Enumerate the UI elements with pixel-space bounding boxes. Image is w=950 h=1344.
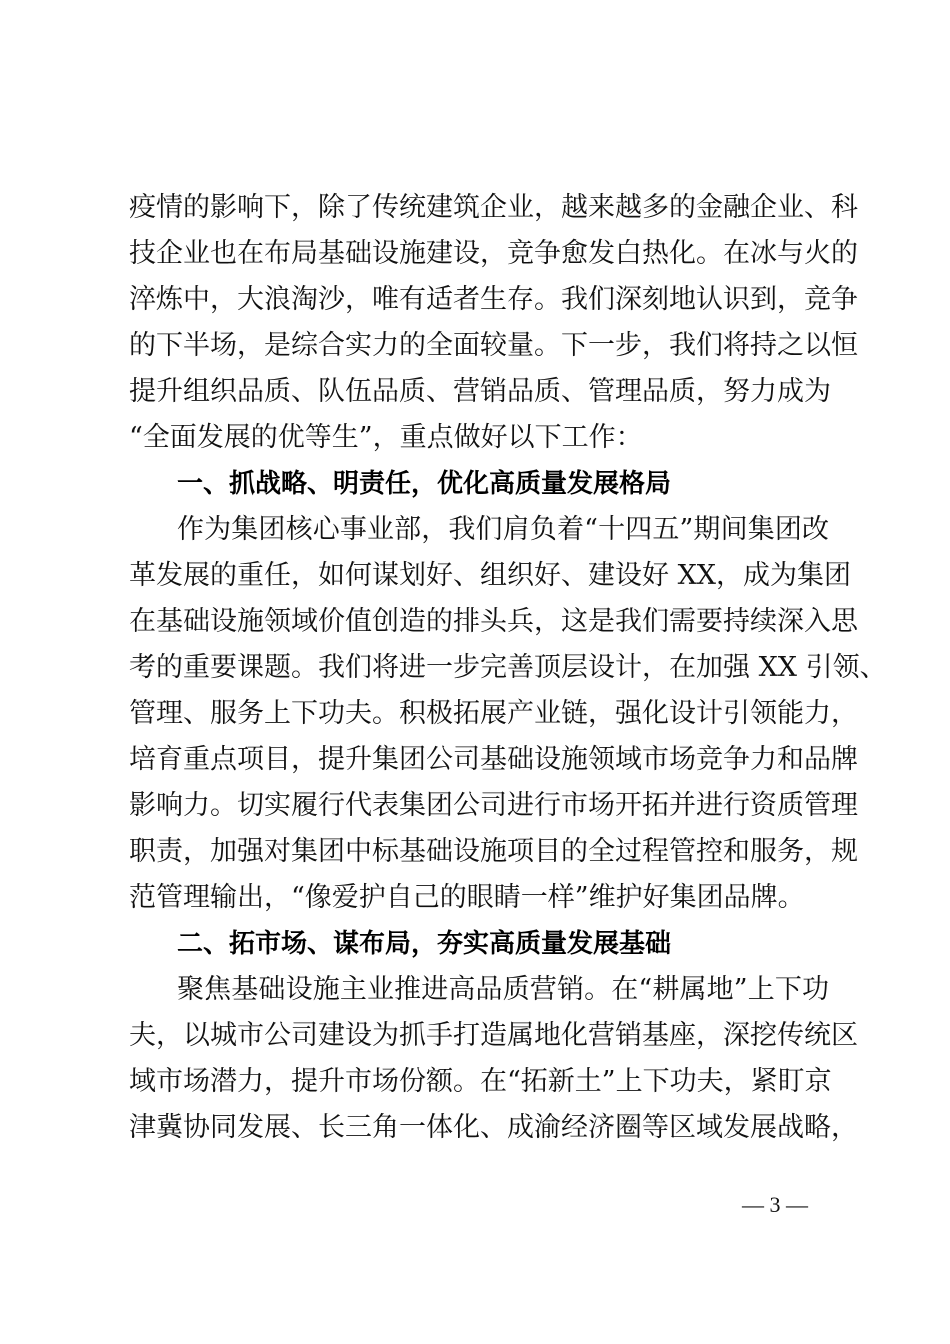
body-text-line: 淬炼中，大浪淘沙，唯有适者生存。我们深刻地认识到，竞争: [129, 284, 858, 315]
body-text-line: 革发展的重任，如何谋划好、组织好、建设好 XX，成为集团: [129, 560, 852, 591]
body-text-line: 聚焦基础设施主业推进高品质营销。在“耕属地”上下功: [177, 974, 829, 1005]
body-text-line: 管理、服务上下功夫。积极拓展产业链，强化设计引领能力，: [129, 698, 858, 729]
body-text-line: 作为集团核心事业部，我们肩负着“十四五”期间集团改: [177, 514, 829, 545]
body-text-line: “全面发展的优等生”，重点做好以下工作：: [129, 422, 643, 453]
body-text-line: 津冀协同发展、长三角一体化、成渝经济圈等区域发展战略，: [129, 1112, 858, 1143]
body-text-line: 技企业也在布局基础设施建设，竞争愈发白热化。在冰与火的: [129, 238, 858, 269]
body-text-line: 夫，以城市公司建设为抓手打造属地化营销基座，深挖传统区: [129, 1020, 858, 1051]
page-number: — 3 —: [742, 1192, 808, 1217]
body-text-line: 范管理输出，“像爱护自己的眼睛一样”维护好集团品牌。: [129, 882, 805, 913]
body-text-line: 职责，加强对集团中标基础设施项目的全过程管控和服务，规: [129, 836, 858, 867]
section-heading-2: 二、拓市场、谋布局，夯实高质量发展基础: [177, 929, 672, 959]
body-text-line: 培育重点项目，提升集团公司基础设施领域市场竞争力和品牌: [129, 744, 858, 775]
body-text-line: 域市场潜力，提升市场份额。在“拓新土”上下功夫，紧盯京: [129, 1066, 832, 1097]
body-text-line: 提升组织品质、队伍品质、营销品质、管理品质，努力成为: [129, 376, 831, 407]
body-text-line: 疫情的影响下，除了传统建筑企业，越来越多的金融企业、科: [129, 192, 858, 223]
body-text-line: 的下半场，是综合实力的全面较量。下一步，我们将持之以恒: [129, 330, 858, 361]
body-text-line: 影响力。切实履行代表集团公司进行市场开拓并进行资质管理: [129, 790, 858, 821]
body-text-line: 在基础设施领域价值创造的排头兵，这是我们需要持续深入思: [129, 606, 858, 637]
body-text-line: 考的重要课题。我们将进一步完善顶层设计，在加强 XX 引领、: [129, 652, 887, 683]
section-heading-1: 一、抓战略、明责任，优化高质量发展格局: [177, 469, 672, 499]
